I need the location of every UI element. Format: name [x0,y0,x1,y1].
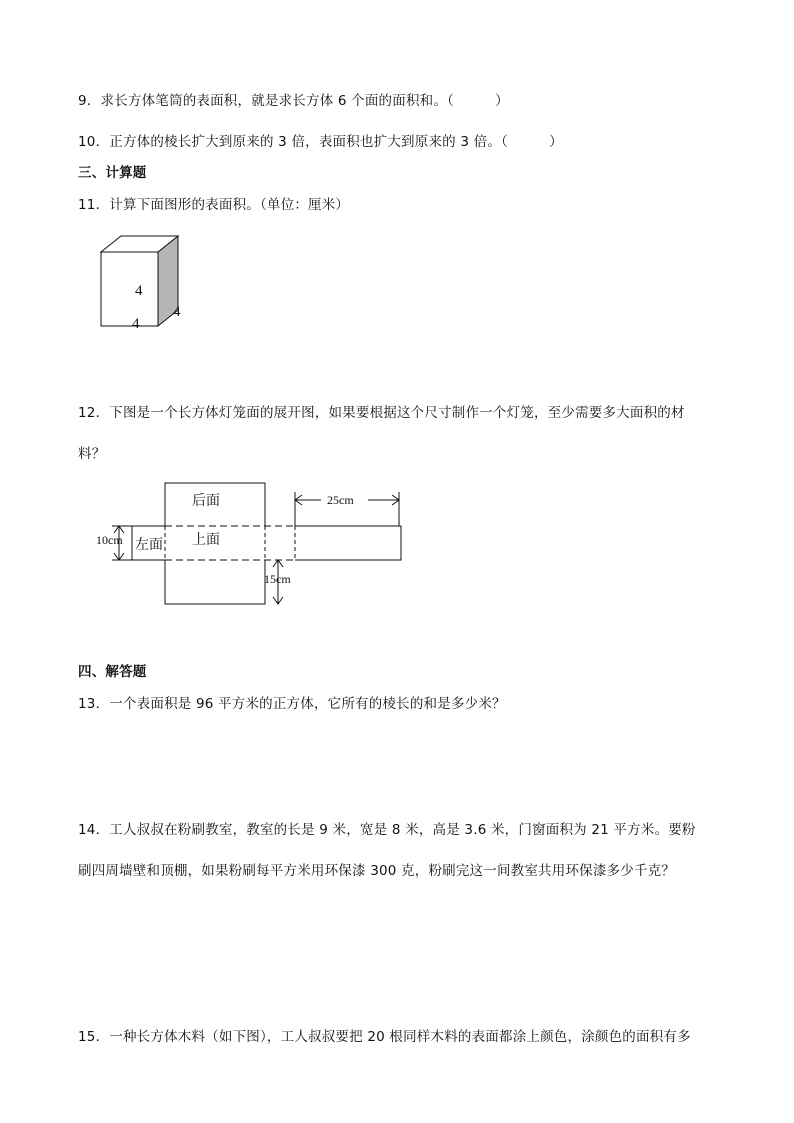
net-bottom-face [165,560,265,604]
net-length-label: 25cm [327,493,354,507]
net-left-label: 左面 [135,538,163,553]
question-12-line-2: 料？ [78,446,106,462]
question-14-line-1: 14．工人叔叔在粉刷教室，教室的长是 9 米，宽是 8 米，高是 3.6 米，门窗面积为 21 平方米。要粉 [78,822,696,838]
cube-front-face [101,252,158,326]
cube-depth-label: 4 [173,304,181,320]
question-15-line-1: 15．一种长方体木料（如下图），工人叔叔要把 20 根同样木料的表面都涂上颜色，涂颜色的面积有多 [78,1029,691,1045]
cube-figure [95,230,195,335]
cube-bottom-label: 4 [132,316,140,332]
question-9: 9．求长方体笔筒的表面积，就是求长方体 6 个面的面积和。（ ） [78,93,509,109]
net-width-label: 15cm [264,572,291,586]
net-right-strip [295,526,401,560]
section-heading-solutions: 四、解答题 [78,664,147,680]
net-back-label: 后面 [192,494,220,509]
question-14-line-2: 刷四周墙壁和顶棚，如果粉刷每平方米用环保漆 300 克，粉刷完这一间教室共用环保漆多少千克？ [78,863,676,879]
cube-front-label: 4 [135,283,143,299]
question-10: 10．正方体的棱长扩大到原来的 3 倍，表面积也扩大到原来的 3 倍。（ ） [78,134,563,150]
question-12-line-1: 12．下图是一个长方体灯笼面的展开图，如果要根据这个尺寸制作一个灯笼，至少需要多大面积的材 [78,405,685,421]
lantern-net-figure [92,478,412,613]
section-heading-calculation: 三、计算题 [78,165,147,181]
question-11: 11．计算下面图形的表面积。（单位：厘米） [78,197,350,213]
question-13: 13．一个表面积是 96 平方米的正方体，它所有的棱长的和是多少米？ [78,696,506,712]
net-height-label: 10cm [96,533,123,547]
net-top-label: 上面 [192,533,220,548]
